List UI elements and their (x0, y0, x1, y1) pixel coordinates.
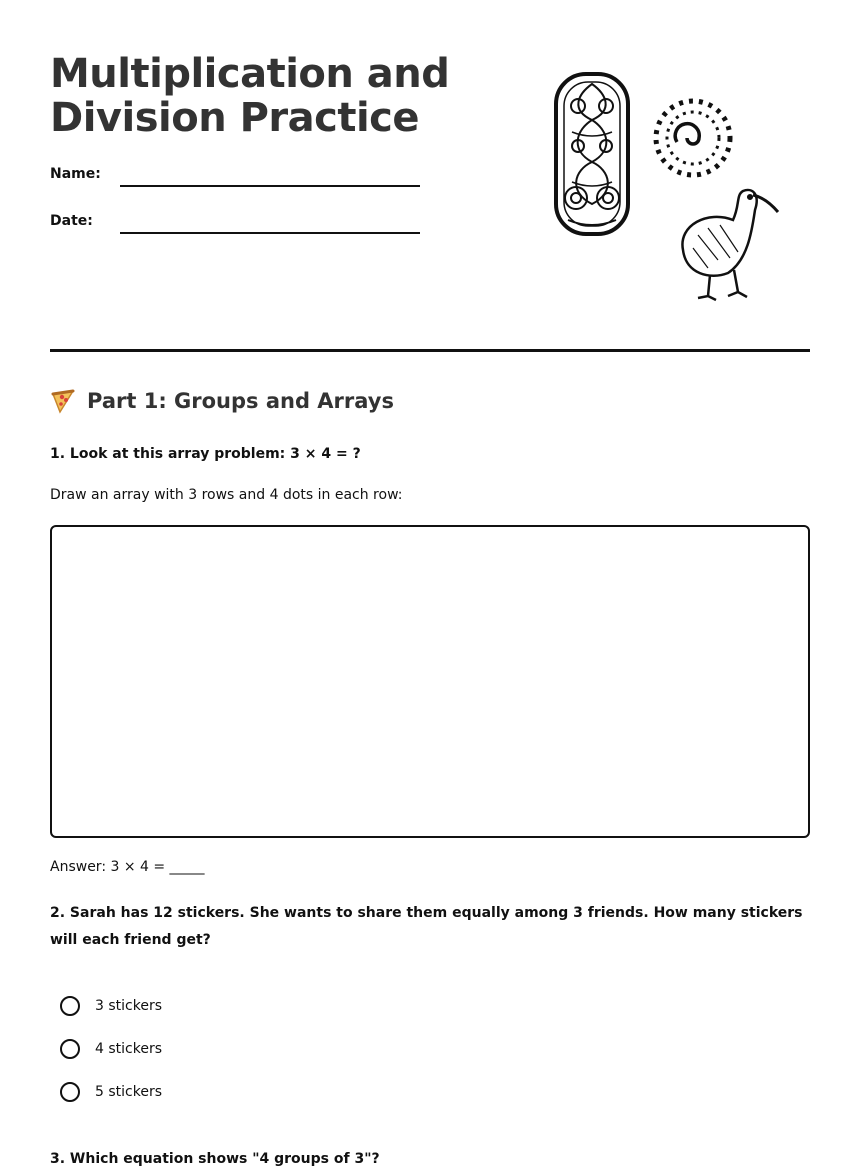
option-label: 5 stickers (95, 1084, 162, 1100)
array-drawing-area[interactable] (50, 525, 810, 838)
header-illustrations (548, 70, 788, 315)
radio-button[interactable] (60, 996, 80, 1016)
section-title-text: Part 1: Groups and Arrays (87, 389, 394, 413)
maori-carving-icon (556, 74, 628, 234)
question-1-instruction: Draw an array with 3 rows and 4 dots in each row: (50, 487, 403, 503)
radio-button[interactable] (60, 1039, 80, 1059)
question-1: 1. Look at this array problem: 3 × 4 = ? (50, 446, 361, 462)
koru-spiral-icon (656, 101, 730, 175)
section-title-part-1 (50, 388, 394, 414)
option-label: 4 stickers (95, 1041, 162, 1057)
page-title (50, 52, 449, 140)
date-line[interactable] (120, 232, 420, 234)
option-label: 3 stickers (95, 998, 162, 1014)
question-2: 2. Sarah has 12 stickers. She wants to share them equally among 3 friends. How many stickers will each friend get? (50, 905, 803, 948)
date-label: Date: (50, 213, 93, 229)
answer-option-2[interactable] (60, 1036, 162, 1062)
title-line-1: Multiplication and (50, 51, 450, 97)
name-label: Name: (50, 166, 101, 182)
date-field[interactable] (50, 213, 420, 243)
title-line-2: Division Practice (50, 95, 420, 141)
question-1-answer: Answer: 3 × 4 = _____ (50, 859, 205, 875)
name-line[interactable] (120, 185, 420, 187)
header-divider (50, 349, 810, 352)
answer-option-3[interactable] (60, 1079, 162, 1105)
kiwi-bird-icon (682, 190, 778, 300)
radio-button[interactable] (60, 1082, 80, 1102)
pizza-icon (50, 388, 76, 414)
question-3: 3. Which equation shows "4 groups of 3"? (50, 1151, 380, 1167)
answer-option-1[interactable] (60, 993, 162, 1019)
name-field[interactable] (50, 166, 420, 196)
